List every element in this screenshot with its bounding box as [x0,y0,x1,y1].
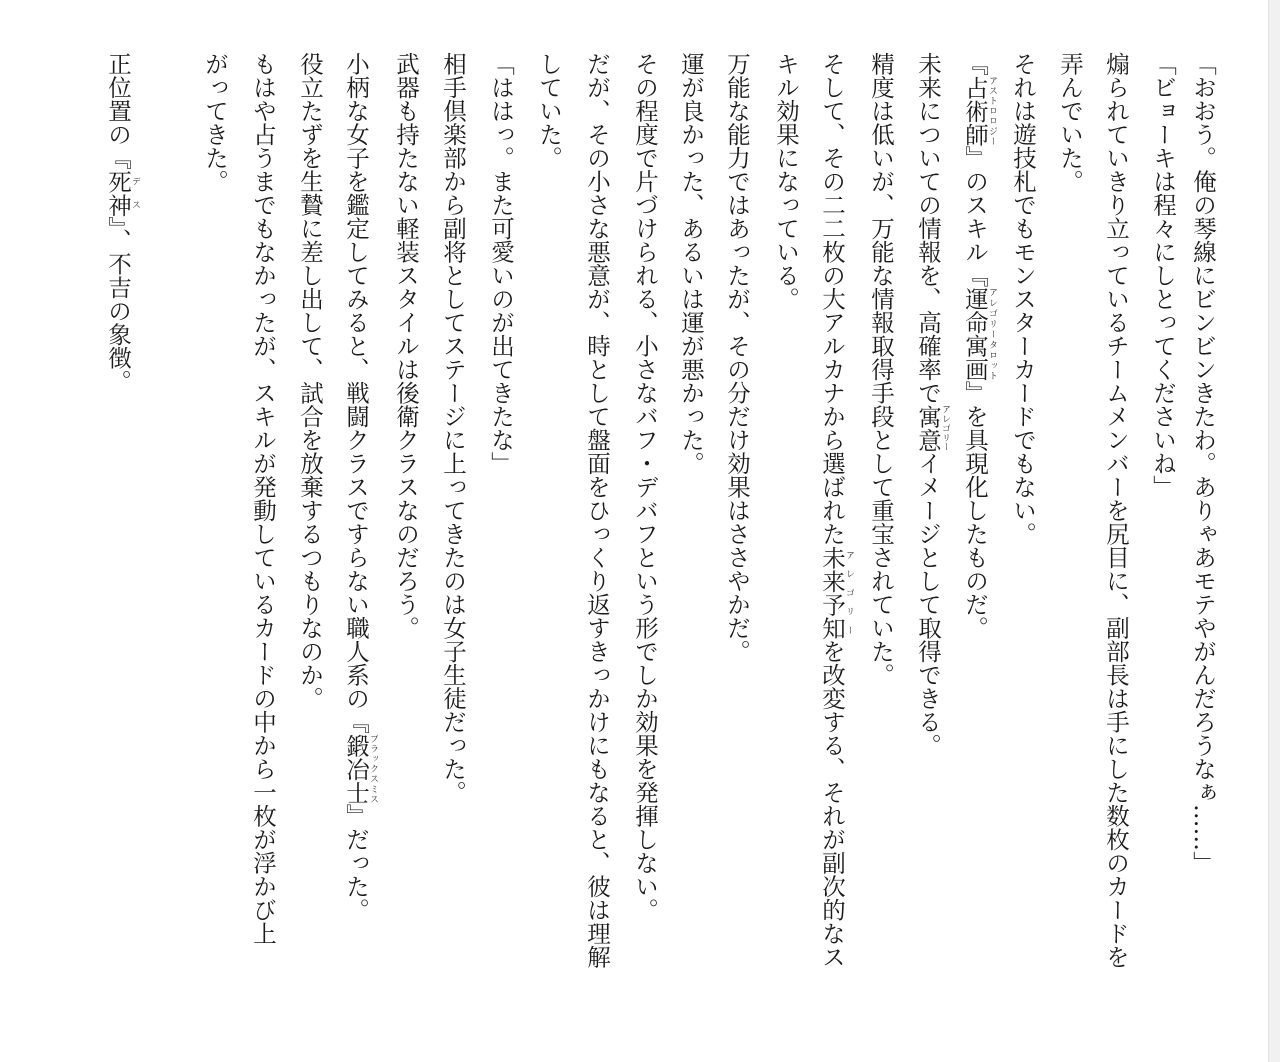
ruby-word: 鍛冶士ブラックスミス [342,733,378,804]
text-line: 「ははっ。また可愛いのが出てきたな」 [487,52,515,475]
text-line: 煽られていきり立っているチームメンバーを尻目に、副部長は手にした数枚のカードを [1102,52,1130,969]
text-line: 万能な能力ではあったが、その分だけ効果はささやかだ。 [723,52,751,663]
text-line: 「ビョーキは程々にしとってくださいね」 [1149,52,1177,499]
text-line: その程度で片づけられる、小さなバフ・デバフという形でしか効果を発揮しない。 [631,52,659,922]
text-line-with-ruby: 小柄な女子を鑑定してみると、戦闘クラスですらない職人系の『鍛冶士ブラックスミス』だった。 [342,52,378,922]
ruby-word: 寓意アレゴリー [914,404,950,452]
text-line: もはや占うまでもなかったが、スキルが発動しているカードの中から一枚が浮かび上 [249,52,277,945]
text-line: それは遊技札でもモンスターカードでもない。 [1009,52,1037,546]
text-line-with-ruby: 正位置の『死神デス』、不吉の象徴。 [104,52,140,393]
ruby-word: 運命寓画アレゴリータロット [961,287,997,381]
text-line: がってきた。 [201,52,229,193]
text-line-with-ruby: そして、その二二枚の大アルカナから選ばれた未来予知アレゴリーを改変する、それが副次的なス [818,52,854,969]
text-line: 武器も持たない軽装スタイルは後衛クラスなのだろう。 [392,52,420,640]
ruby-word: 占術師アストロロジー [961,75,997,146]
ruby-word: 死神デス [104,169,140,217]
text-line: 役立たずを生贄に差し出して、試合を放棄するつもりなのか。 [296,52,324,710]
text-line: していた。 [535,52,563,170]
text-line: 弄んでいた。 [1056,52,1084,193]
ruby-word: 未来予知アレゴリー [818,545,854,640]
text-line: 相手倶楽部から副将としてステージに上ってきたのは女子生徒だった。 [439,52,467,804]
text-line: 「おおう。俺の琴線にビンビンきたわ。ありゃあモテやがんだろうなぁ……」 [1189,52,1217,875]
page-edge [1268,0,1280,1062]
text-line-with-ruby: 『占術師アストロロジー』のスキル『運命寓画アレゴリータロット』を具現化したものだ。 [961,52,997,640]
text-line: だが、その小さな悪意が、時として盤面をひっくり返すきっかけにもなると、彼は理解 [583,52,611,969]
text-line-with-ruby: 未来についての情報を、高確率で寓意アレゴリーイメージとして取得できる。 [914,52,950,757]
text-line: 運が良かった、あるいは運が悪かった。 [677,52,705,475]
text-line: キル効果になっている。 [772,52,800,311]
text-line: 精度は低いが、万能な情報取得手段として重宝されていた。 [867,52,895,687]
